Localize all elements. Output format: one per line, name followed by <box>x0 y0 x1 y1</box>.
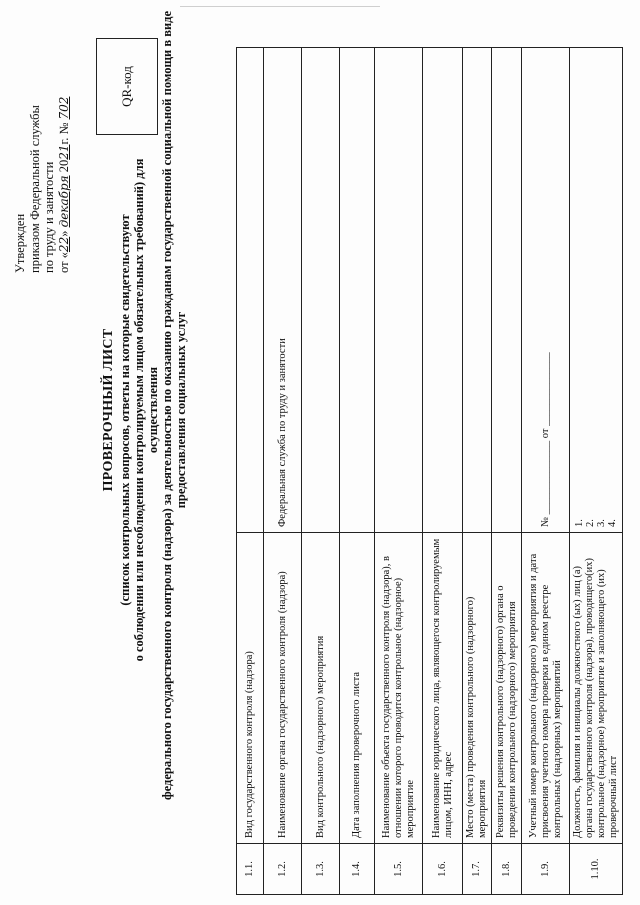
date-day: 22 <box>56 236 71 253</box>
registry-number-field[interactable]: № ______________ от ______________ <box>522 48 570 533</box>
row-label: Учетный номер контрольного (надзорного) мероприятия и дата присвоения учетного номера проверки в едином реестре контрольных (надзорных) мероприятий <box>522 533 570 844</box>
row-number: 1.5. <box>375 844 423 895</box>
table-row <box>264 48 302 895</box>
approval-block <box>13 38 71 273</box>
row-label: Наименование органа государственного контроля (надзора) <box>264 533 302 844</box>
row-number: 1.6. <box>423 844 463 895</box>
row-number: 1.3. <box>302 844 340 895</box>
date-sep: » <box>56 227 71 237</box>
row-label: Наименование объекта государственного контроля (надзора), в отношении которого проводится контрольное (надзорное) мероприятие <box>375 533 423 844</box>
table-row <box>302 48 340 895</box>
doc-number: 702 <box>56 96 71 120</box>
table-row <box>423 48 463 895</box>
approval-line-approved: Утвержден <box>13 213 27 273</box>
date-suffix: г. № <box>56 119 71 145</box>
list-item: 1. <box>574 519 585 527</box>
approval-date-line <box>57 38 72 273</box>
table-row <box>375 48 423 895</box>
row-label: Вид государственного контроля (надзора) <box>237 533 264 844</box>
document-heading: ПРОВЕРОЧНЫЙ ЛИСТ <box>101 328 116 492</box>
row-number: 1.7. <box>463 844 492 895</box>
list-item: 4. <box>607 519 618 527</box>
table-row <box>522 48 570 895</box>
approval-line-order: приказом Федеральной службы <box>27 105 42 273</box>
subtitle-line-2: о соблюдении или несоблюдении контролируемым лицом обязательных требований) для осуществления <box>132 158 160 662</box>
row-number: 1.10. <box>570 844 623 895</box>
list-item: 3. <box>596 519 607 527</box>
row-value[interactable] <box>463 48 492 533</box>
date-prefix: от « <box>56 252 71 273</box>
row-value[interactable] <box>375 48 423 533</box>
date-year-prefix: 20 <box>56 159 71 176</box>
row-value[interactable] <box>423 48 463 533</box>
row-label: Реквизиты решения контрольного (надзорного) органа о проведении контрольного (надзорного) мероприятия <box>492 533 522 844</box>
row-label: Вид контрольного (надзорного) мероприятия <box>302 533 340 844</box>
row-number: 1.9. <box>522 844 570 895</box>
row-label: Наименование юридического лица, являющегося контролируемым лицом, ИНН, адрес <box>423 533 463 844</box>
row-value[interactable] <box>492 48 522 533</box>
date-month: декабря <box>56 175 71 228</box>
row-number: 1.8. <box>492 844 522 895</box>
row-value[interactable] <box>237 48 264 533</box>
list-item: 2. <box>585 519 596 527</box>
table-row <box>340 48 375 895</box>
subtitle-line-4: предоставления социальных услуг <box>174 311 188 509</box>
row-number: 1.4. <box>340 844 375 895</box>
subtitle-line-1: (список контрольных вопросов, ответы на которые свидетельствуют <box>118 214 132 606</box>
row-number: 1.1. <box>237 844 264 895</box>
table-row <box>570 48 623 895</box>
officials-list-cell[interactable] <box>570 48 623 533</box>
subtitle-line-3: федерального государственного контроля (надзора) за деятельностью по оказанию гражданам государственной социальной помощи в виде <box>160 10 174 800</box>
date-year: 21 <box>56 144 71 160</box>
officials-list <box>574 53 618 527</box>
row-label: Место (места) проведения контрольного (надзорного) мероприятия <box>463 533 492 844</box>
approval-line-agency: по труду и занятости <box>42 161 56 273</box>
qr-code-box <box>96 38 158 135</box>
row-number: 1.2. <box>264 844 302 895</box>
row-value[interactable] <box>302 48 340 533</box>
checklist-info-table <box>236 47 623 895</box>
table-row <box>492 48 522 895</box>
table-row <box>463 48 492 895</box>
row-value[interactable] <box>340 48 375 533</box>
table-row <box>237 48 264 895</box>
row-value[interactable]: Федеральная служба по труду и занятости <box>264 48 302 533</box>
row-label: Должность, фамилия и инициалы должностного (ых) лиц (а) органа государственного контроля (надзора), проводящего(их) контрольное (надзорное) мероприятие и заполняющего (их) проверочный лист <box>570 533 623 844</box>
qr-code-label: QR-код <box>119 66 134 107</box>
row-label: Дата заполнения проверочного листа <box>340 533 375 844</box>
